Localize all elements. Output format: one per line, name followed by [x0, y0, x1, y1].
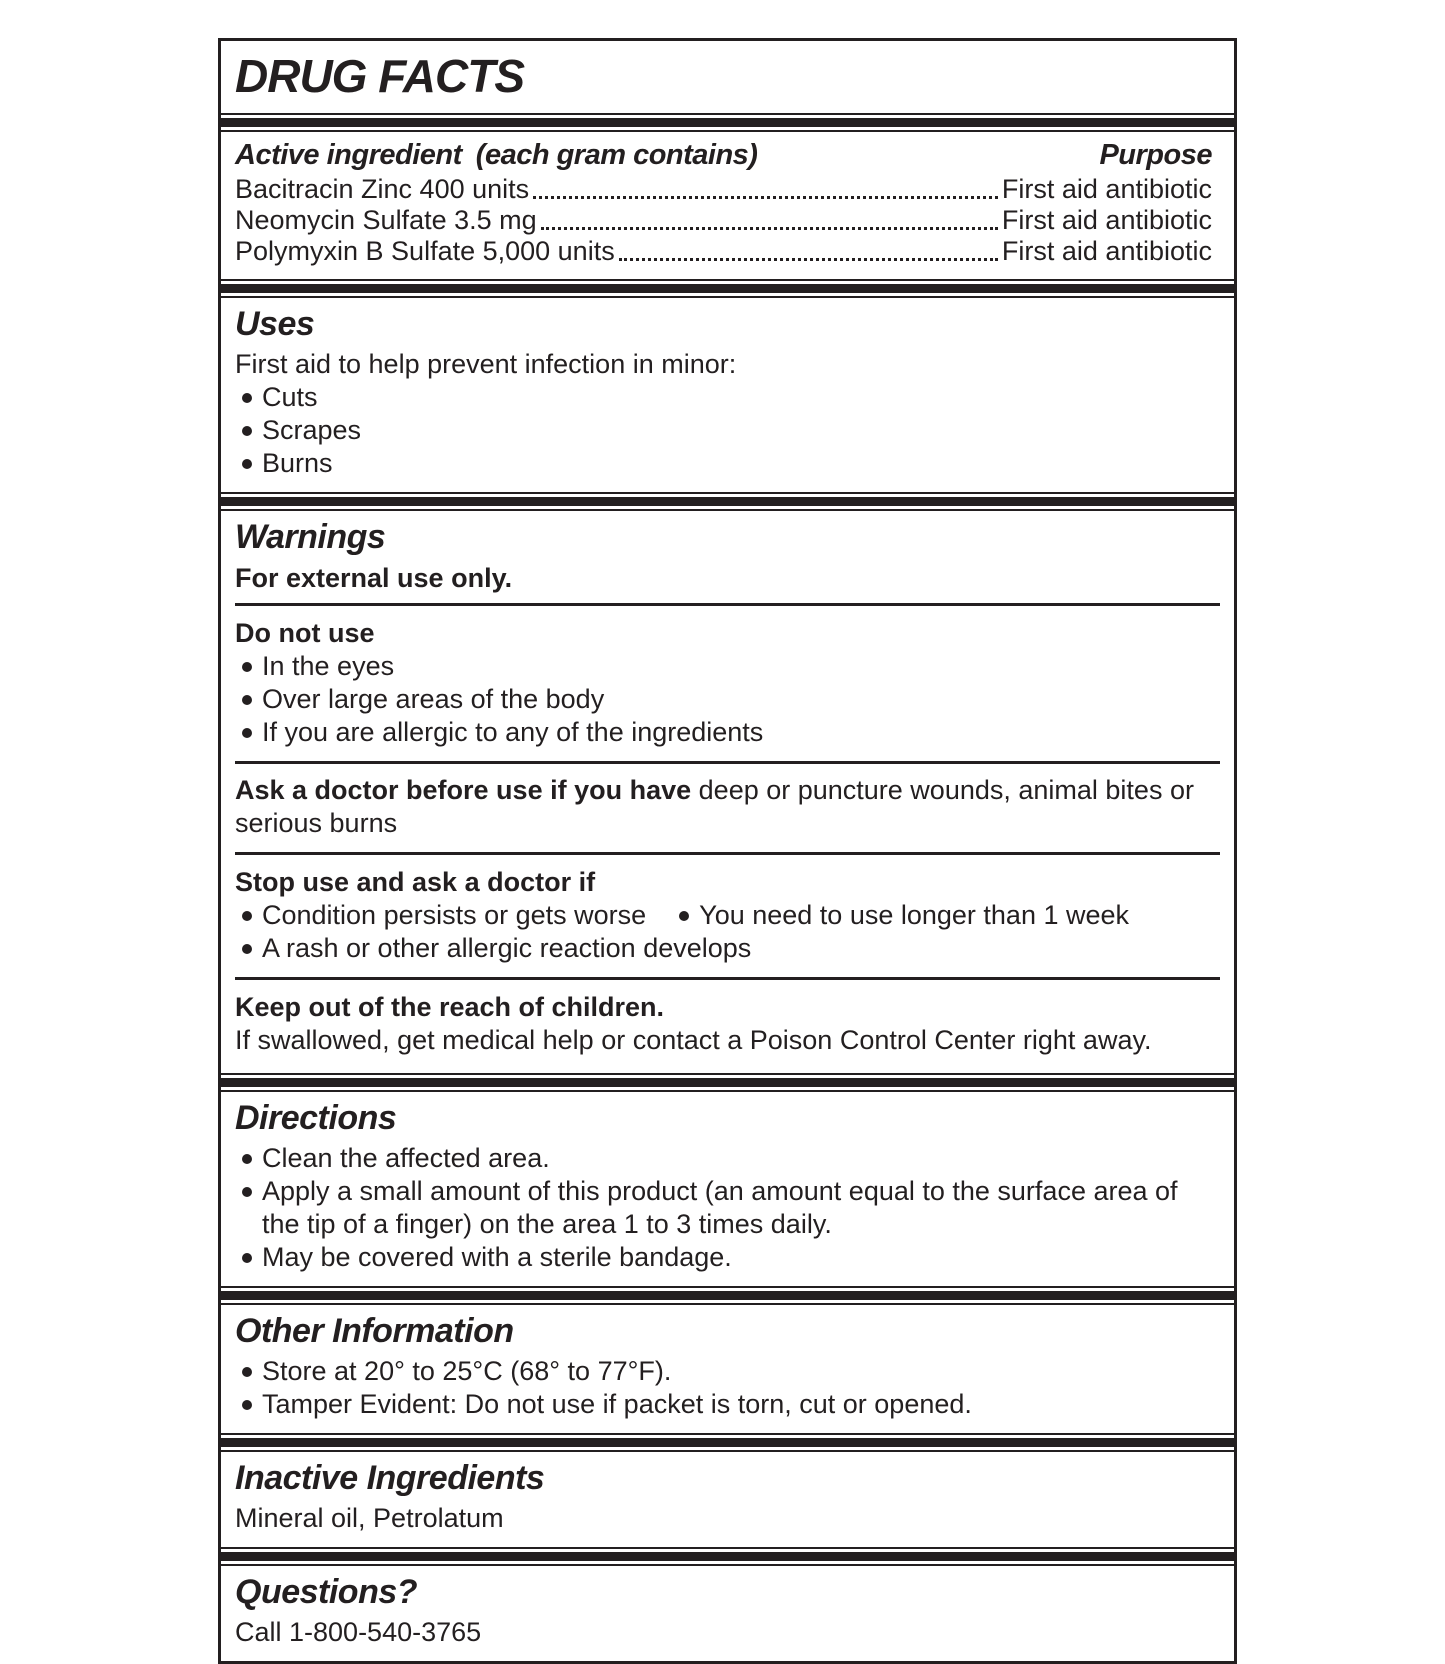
divider-bar	[221, 497, 1234, 506]
section-divider	[221, 279, 1234, 298]
list-item-label: Tamper Evident: Do not use if packet is torn, cut or opened.	[262, 1389, 972, 1419]
bullet-icon	[242, 1253, 252, 1263]
ingredient-purpose: First aid antibiotic	[1001, 205, 1212, 235]
bullet-icon	[242, 728, 252, 738]
bullet-icon	[242, 426, 252, 436]
list-item	[235, 899, 646, 932]
list-item	[235, 1175, 1212, 1241]
section-divider	[221, 1286, 1234, 1305]
list-item	[235, 1142, 1212, 1175]
divider-bar	[221, 1552, 1234, 1561]
list-item-label: Over large areas of the body	[262, 684, 605, 714]
leader-dots	[541, 227, 998, 230]
other-information-heading: Other Information	[235, 1312, 514, 1350]
hairline-rule	[235, 977, 1220, 980]
list-item	[235, 932, 1212, 965]
list-item-label: Apply a small amount of this product (an amount equal to the surface area of the tip of a finger) on the area 1 to 3 times daily.	[262, 1176, 1178, 1239]
list-item-label: A rash or other allergic reaction develops	[262, 933, 752, 963]
bullet-icon	[242, 944, 252, 954]
ingredient-purpose: First aid antibiotic	[1001, 174, 1212, 204]
ingredient-name: Bacitracin Zinc 400 units	[235, 174, 530, 204]
drug-facts-label	[218, 38, 1237, 1664]
bullet-icon	[242, 695, 252, 705]
ask-doctor-heading: Ask a doctor before use if you have	[235, 775, 692, 805]
hairline-rule	[235, 761, 1220, 764]
bullet-icon	[242, 1400, 252, 1410]
table-row	[235, 174, 1212, 205]
table-row	[235, 205, 1212, 236]
bullet-icon	[242, 1187, 252, 1197]
title-section	[221, 41, 1234, 113]
questions-heading: Questions?	[235, 1573, 418, 1611]
list-item-label: If you are allergic to any of the ingredients	[262, 717, 764, 747]
leader-dots	[533, 196, 998, 199]
inactive-ingredients-section	[221, 1452, 1234, 1547]
page-title: DRUG FACTS	[235, 50, 524, 102]
section-divider	[221, 1433, 1234, 1452]
hairline-rule	[235, 603, 1220, 606]
bullet-icon	[242, 911, 252, 921]
section-divider	[221, 1547, 1234, 1566]
ask-doctor-text: deep or puncture wounds, animal bites or serious burns	[235, 775, 1194, 838]
divider-bar	[221, 1438, 1234, 1447]
table-row	[235, 236, 1212, 267]
divider-bar	[221, 118, 1234, 127]
uses-intro: First aid to help prevent infection in minor:	[235, 349, 737, 379]
do-not-use-heading: Do not use	[235, 618, 375, 648]
ingredient-purpose: First aid antibiotic	[1001, 236, 1212, 266]
bullet-icon	[242, 1154, 252, 1164]
list-item	[235, 1355, 1212, 1388]
section-divider	[221, 1073, 1234, 1092]
stop-use-bullet-row	[235, 899, 1212, 932]
bullet-icon	[679, 911, 689, 921]
list-item	[235, 1388, 1212, 1421]
directions-heading: Directions	[235, 1099, 397, 1137]
questions-phone: Call 1-800-540-3765	[235, 1617, 482, 1647]
bullet-icon	[242, 1367, 252, 1377]
keep-out-subsection	[235, 988, 1212, 1061]
keep-out-text: If swallowed, get medical help or contact a Poison Control Center right away.	[235, 1025, 1152, 1055]
do-not-use-subsection	[235, 614, 1212, 753]
bullet-icon	[242, 459, 252, 469]
questions-section	[221, 1566, 1234, 1661]
list-item	[235, 716, 1212, 749]
leader-dots	[619, 258, 998, 261]
purpose-heading: Purpose	[1099, 139, 1212, 171]
other-information-section	[221, 1305, 1234, 1433]
directions-section	[221, 1092, 1234, 1286]
section-divider	[221, 492, 1234, 511]
list-item	[235, 447, 1212, 480]
active-ingredient-header	[235, 139, 1212, 172]
list-item-label: Scrapes	[262, 415, 362, 445]
list-item-label: In the eyes	[262, 651, 395, 681]
list-item	[235, 414, 1212, 447]
list-item	[235, 683, 1212, 716]
inactive-ingredients-text: Mineral oil, Petrolatum	[235, 1503, 504, 1533]
active-ingredient-note: (each gram contains)	[475, 139, 758, 171]
stop-use-heading: Stop use and ask a doctor if	[235, 867, 596, 897]
ask-doctor-subsection	[235, 772, 1212, 844]
list-item-label: Clean the affected area.	[262, 1143, 550, 1173]
uses-heading: Uses	[235, 305, 315, 343]
list-item-label: Condition persists or gets worse	[262, 900, 647, 930]
divider-bar	[221, 1291, 1234, 1300]
list-item	[672, 899, 1129, 932]
warnings-section	[221, 511, 1234, 1073]
list-item-label: You need to use longer than 1 week	[699, 900, 1130, 930]
inactive-ingredients-heading: Inactive Ingredients	[235, 1459, 545, 1497]
list-item	[235, 381, 1212, 414]
ingredient-name: Neomycin Sulfate 3.5 mg	[235, 205, 537, 235]
list-item-label: May be covered with a sterile bandage.	[262, 1242, 732, 1272]
list-item	[235, 1241, 1212, 1274]
active-ingredient-heading: Active ingredient	[235, 139, 462, 171]
bullet-icon	[242, 662, 252, 672]
section-divider	[221, 113, 1234, 132]
list-item-label: Store at 20° to 25°C (68° to 77°F).	[262, 1356, 672, 1386]
divider-bar	[221, 284, 1234, 293]
hairline-rule	[235, 852, 1220, 855]
stop-use-subsection	[235, 863, 1212, 969]
divider-bar	[221, 1078, 1234, 1087]
keep-out-heading: Keep out of the reach of children.	[235, 992, 665, 1022]
warnings-heading: Warnings	[235, 518, 386, 556]
bullet-icon	[242, 393, 252, 403]
list-item-label: Burns	[262, 448, 333, 478]
active-ingredient-section	[221, 132, 1234, 279]
uses-section	[221, 298, 1234, 492]
external-use-text: For external use only.	[235, 563, 513, 593]
ingredient-name: Polymyxin B Sulfate 5,000 units	[235, 236, 615, 266]
list-item-label: Cuts	[262, 382, 318, 412]
list-item	[235, 650, 1212, 683]
